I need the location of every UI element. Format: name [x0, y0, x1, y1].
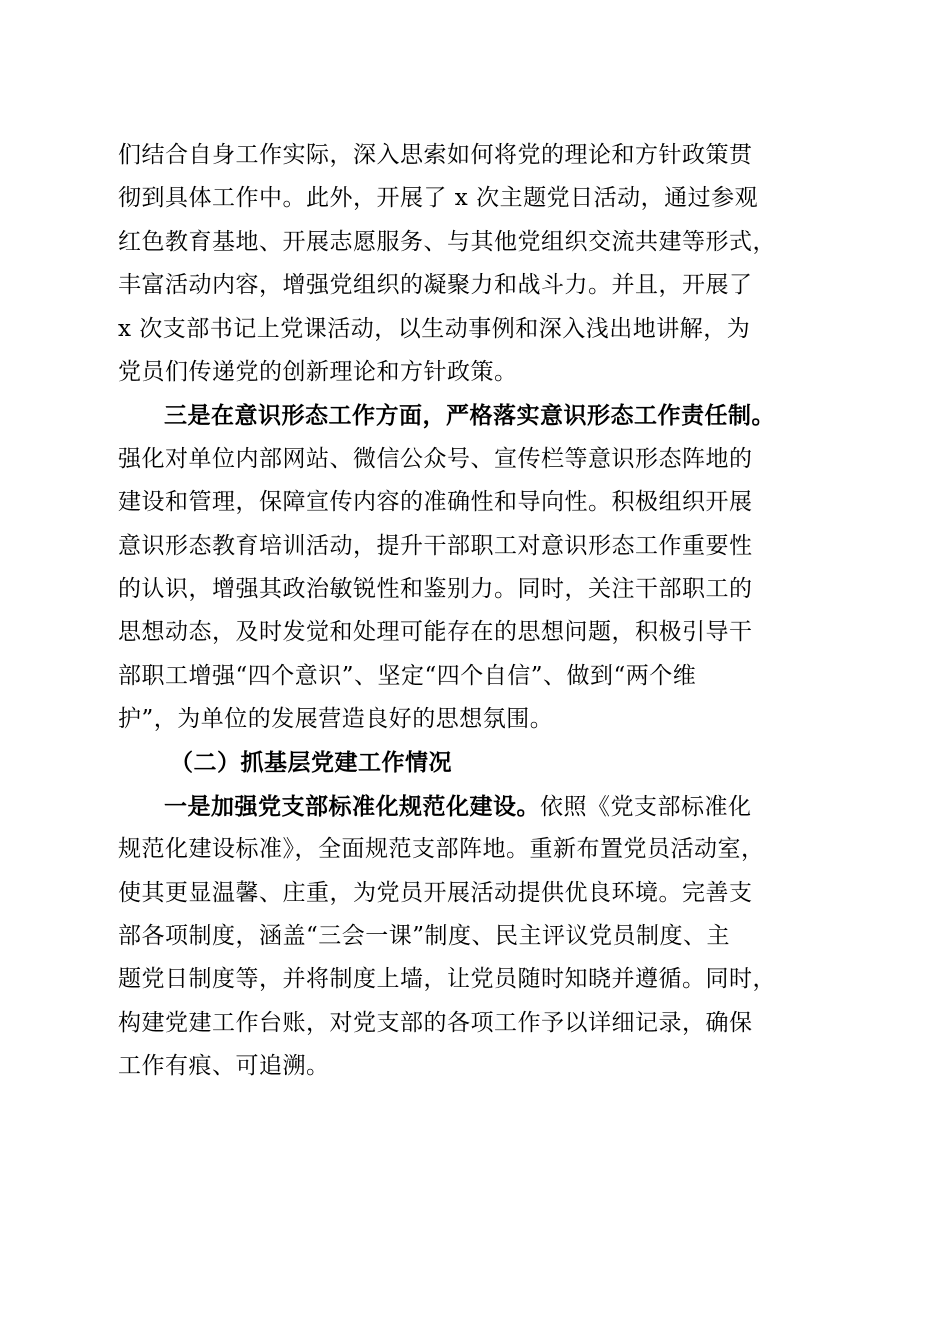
paragraph-line: 党员们传递党的创新理论和方针政策。	[118, 358, 518, 385]
body-text	[118, 134, 834, 1089]
paragraph-line: 规范化建设标准》，全面规范支部阵地。重新布置党员活动室，	[118, 836, 765, 863]
paragraph-line: 们结合自身工作实际，深入思索如何将党的理论和方针政策贯	[118, 142, 753, 168]
point-three-heading: 三是在意识形态工作方面，严格落实意识形态工作责任制。	[164, 402, 775, 430]
paragraph-line: 彻到具体工作中。此外，开展了 x 次主题党日活动，通过参观	[118, 185, 759, 212]
paragraph-line: x 次支部书记上党课活动，以生动事例和深入浅出地讲解，为	[118, 315, 751, 342]
paragraph-line: 建设和管理，保障宣传内容的准确性和导向性。积极组织开展	[118, 489, 753, 516]
paragraph-line: 丰富活动内容，增强党组织的凝聚力和战斗力。并且，开展了	[118, 272, 753, 299]
paragraph-line: 强化对单位内部网站、微信公众号、宣传栏等意识形态阵地的	[118, 445, 753, 472]
paragraph-line: 部各项制度，涵盖“三会一课”制度、民主评议党员制度、主	[118, 923, 731, 950]
section-heading: （二）抓基层党建工作情况	[170, 749, 452, 777]
paragraph-line: 意识形态教育培训活动，提升干部职工对意识形态工作重要性	[118, 532, 753, 559]
paragraph-line: 思想动态，及时发觉和处理可能存在的思想问题，积极引导干	[118, 619, 753, 646]
paragraph-line: 工作有痕、可追溯。	[118, 1053, 330, 1080]
paragraph-line: 使其更显温馨、庄重，为党员开展活动提供优良环境。完善支	[118, 879, 753, 906]
paragraph-line: 构建党建工作台账，对党支部的各项工作予以详细记录，确保	[118, 1009, 753, 1036]
paragraph-line: 红色教育基地、开展志愿服务、与其他党组织交流共建等形式，	[118, 228, 776, 255]
point-one-line	[118, 785, 834, 828]
point-one-heading: 一是加强党支部标准化规范化建设。	[164, 792, 540, 820]
point-one-tail: 依照《党支部标准化	[540, 793, 752, 820]
paragraph-line: 护”，为单位的发展营造良好的思想氛围。	[118, 706, 554, 733]
paragraph-line: 题党日制度等，并将制度上墙，让党员随时知晓并遵循。同时，	[118, 966, 776, 993]
paragraph-line: 部职工增强“四个意识”、坚定“四个自信”、做到“两个维	[118, 662, 697, 689]
paragraph-line: 的认识，增强其政治敏锐性和鉴别力。同时，关注干部职工的	[118, 575, 753, 602]
